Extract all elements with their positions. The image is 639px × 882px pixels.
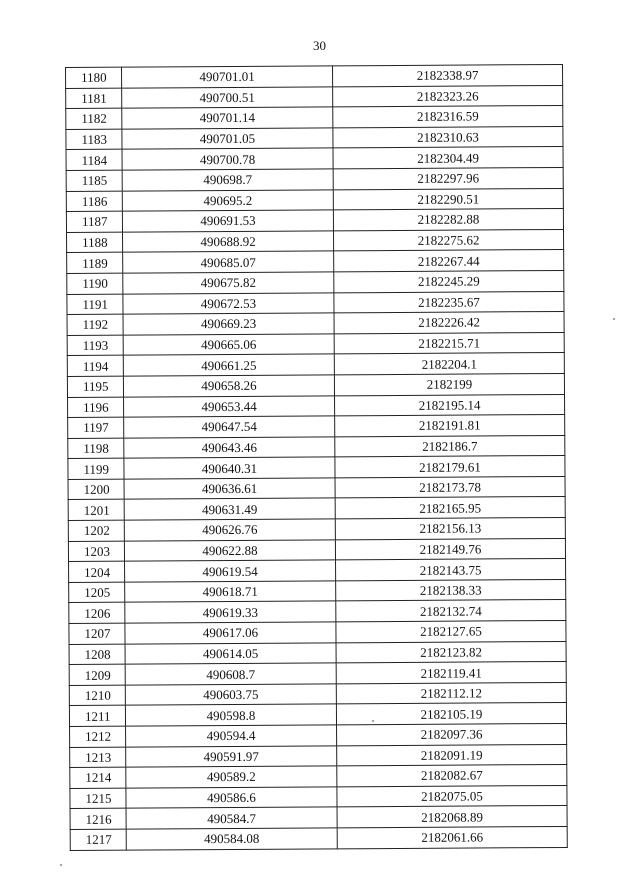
point-number-cell: 1183 [66, 129, 122, 150]
point-number-cell: 1191 [67, 294, 123, 315]
point-number-cell: 1216 [70, 809, 126, 830]
x-coordinate-cell: 490658.26 [123, 375, 334, 397]
point-number-cell: 1208 [69, 644, 125, 665]
x-coordinate-cell: 490586.6 [126, 787, 337, 809]
point-number-cell: 1201 [68, 500, 124, 521]
x-coordinate-cell: 490618.71 [125, 581, 336, 603]
y-coordinate-cell: 2182143.75 [336, 559, 566, 581]
x-coordinate-cell: 490636.61 [124, 478, 335, 500]
y-coordinate-cell: 2182338.97 [332, 64, 562, 86]
point-number-cell: 1190 [67, 273, 123, 294]
x-coordinate-cell: 490608.7 [125, 663, 336, 685]
point-number-cell: 1198 [68, 438, 124, 459]
point-number-cell: 1207 [69, 623, 125, 644]
y-coordinate-cell: 2182075.05 [337, 785, 567, 807]
x-coordinate-cell: 490622.88 [124, 540, 335, 562]
point-number-cell: 1180 [66, 67, 122, 88]
x-coordinate-cell: 490619.33 [125, 601, 336, 623]
y-coordinate-cell: 2182179.61 [335, 456, 565, 478]
coordinates-table [65, 64, 568, 851]
x-coordinate-cell: 490584.08 [126, 828, 337, 850]
y-coordinate-cell: 2182226.42 [334, 312, 564, 334]
x-coordinate-cell: 490665.06 [123, 334, 334, 356]
y-coordinate-cell: 2182112.12 [336, 682, 566, 704]
x-coordinate-cell: 490700.78 [122, 148, 333, 170]
point-number-cell: 1205 [69, 582, 125, 603]
y-coordinate-cell: 2182215.71 [334, 332, 564, 354]
x-coordinate-cell: 490631.49 [124, 498, 335, 520]
y-coordinate-cell: 2182245.29 [334, 270, 564, 292]
y-coordinate-cell: 2182149.76 [335, 538, 565, 560]
y-coordinate-cell: 2182132.74 [336, 600, 566, 622]
x-coordinate-cell: 490614.05 [125, 642, 336, 664]
coordinates-table-body [66, 64, 568, 850]
scan-speck [60, 864, 62, 866]
point-number-cell: 1181 [66, 88, 122, 109]
y-coordinate-cell: 2182204.1 [334, 353, 564, 375]
y-coordinate-cell: 2182119.41 [336, 662, 566, 684]
y-coordinate-cell: 2182061.66 [337, 826, 567, 848]
x-coordinate-cell: 490675.82 [123, 272, 334, 294]
point-number-cell: 1186 [66, 191, 122, 212]
point-number-cell: 1200 [68, 479, 124, 500]
x-coordinate-cell: 490584.7 [126, 807, 337, 829]
x-coordinate-cell: 490688.92 [123, 231, 334, 253]
point-number-cell: 1185 [66, 170, 122, 191]
y-coordinate-cell: 2182173.78 [335, 476, 565, 498]
y-coordinate-cell: 2182105.19 [336, 703, 566, 725]
y-coordinate-cell: 2182138.33 [336, 579, 566, 601]
x-coordinate-cell: 490695.2 [122, 189, 333, 211]
y-coordinate-cell: 2182304.49 [333, 147, 563, 169]
point-number-cell: 1214 [70, 767, 126, 788]
x-coordinate-cell: 490598.8 [125, 704, 336, 726]
y-coordinate-cell: 2182195.14 [335, 394, 565, 416]
x-coordinate-cell: 490669.23 [123, 313, 334, 335]
x-coordinate-cell: 490653.44 [124, 395, 335, 417]
scan-speck [613, 318, 615, 320]
y-coordinate-cell: 2182165.95 [335, 497, 565, 519]
y-coordinate-cell: 2182123.82 [336, 641, 566, 663]
point-number-cell: 1212 [70, 726, 126, 747]
point-number-cell: 1209 [69, 664, 125, 685]
point-number-cell: 1195 [67, 376, 123, 397]
point-number-cell: 1194 [67, 355, 123, 376]
point-number-cell: 1199 [68, 458, 124, 479]
y-coordinate-cell: 2182068.89 [337, 806, 567, 828]
point-number-cell: 1182 [66, 108, 122, 129]
point-number-cell: 1188 [67, 232, 123, 253]
point-number-cell: 1197 [68, 417, 124, 438]
point-number-cell: 1215 [70, 788, 126, 809]
x-coordinate-cell: 490591.97 [126, 745, 337, 767]
point-number-cell: 1189 [67, 252, 123, 273]
y-coordinate-cell: 2182275.62 [334, 229, 564, 251]
x-coordinate-cell: 490617.06 [125, 622, 336, 644]
point-number-cell: 1196 [68, 397, 124, 418]
point-number-cell: 1206 [69, 603, 125, 624]
scan-speck [372, 720, 374, 722]
x-coordinate-cell: 490661.25 [123, 354, 334, 376]
x-coordinate-cell: 490640.31 [124, 457, 335, 479]
y-coordinate-cell: 2182282.88 [333, 209, 563, 231]
y-coordinate-cell: 2182323.26 [333, 85, 563, 107]
y-coordinate-cell: 2182186.7 [335, 435, 565, 457]
point-number-cell: 1184 [66, 150, 122, 171]
y-coordinate-cell: 2182199 [334, 373, 564, 395]
x-coordinate-cell: 490701.14 [122, 107, 333, 129]
x-coordinate-cell: 490691.53 [122, 210, 333, 232]
point-number-cell: 1210 [69, 685, 125, 706]
y-coordinate-cell: 2182156.13 [335, 518, 565, 540]
point-number-cell: 1213 [70, 747, 126, 768]
x-coordinate-cell: 490643.46 [124, 437, 335, 459]
x-coordinate-cell: 490700.51 [122, 86, 333, 108]
point-number-cell: 1187 [66, 211, 122, 232]
page-number: 30 [313, 38, 326, 53]
point-number-cell: 1193 [67, 335, 123, 356]
y-coordinate-cell: 2182310.63 [333, 126, 563, 148]
y-coordinate-cell: 2182290.51 [333, 188, 563, 210]
y-coordinate-cell: 2182091.19 [337, 744, 567, 766]
x-coordinate-cell: 490685.07 [123, 251, 334, 273]
point-number-cell: 1202 [68, 520, 124, 541]
x-coordinate-cell: 490626.76 [124, 519, 335, 541]
point-number-cell: 1192 [67, 314, 123, 335]
x-coordinate-cell: 490594.4 [126, 725, 337, 747]
point-number-cell: 1204 [69, 561, 125, 582]
y-coordinate-cell: 2182267.44 [334, 250, 564, 272]
point-number-cell: 1203 [68, 541, 124, 562]
y-coordinate-cell: 2182127.65 [336, 620, 566, 642]
point-number-cell: 1217 [70, 829, 126, 850]
y-coordinate-cell: 2182082.67 [337, 765, 567, 787]
x-coordinate-cell: 490672.53 [123, 292, 334, 314]
x-coordinate-cell: 490589.2 [126, 766, 337, 788]
y-coordinate-cell: 2182297.96 [333, 167, 563, 189]
x-coordinate-cell: 490701.01 [122, 66, 333, 88]
y-coordinate-cell: 2182235.67 [334, 291, 564, 313]
x-coordinate-cell: 490603.75 [125, 684, 336, 706]
x-coordinate-cell: 490619.54 [125, 560, 336, 582]
table-row [70, 826, 567, 850]
x-coordinate-cell: 490698.7 [122, 169, 333, 191]
x-coordinate-cell: 490701.05 [122, 128, 333, 150]
x-coordinate-cell: 490647.54 [124, 416, 335, 438]
y-coordinate-cell: 2182191.81 [335, 415, 565, 437]
y-coordinate-cell: 2182316.59 [333, 106, 563, 128]
point-number-cell: 1211 [69, 706, 125, 727]
y-coordinate-cell: 2182097.36 [337, 723, 567, 745]
